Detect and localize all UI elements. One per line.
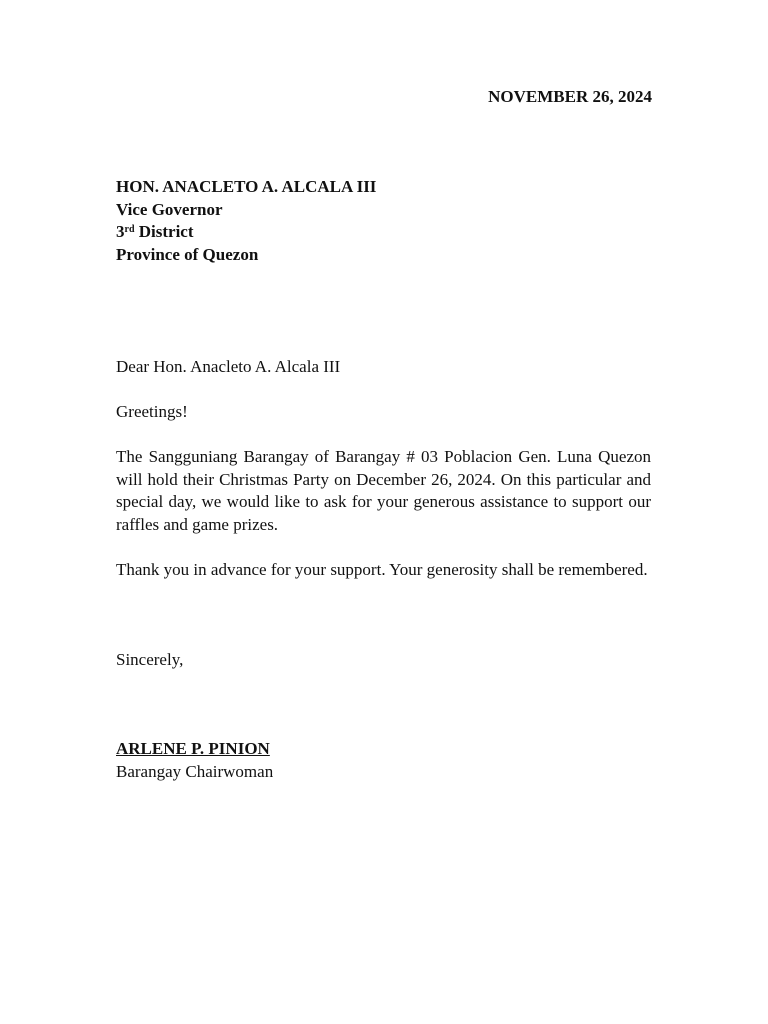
recipient-position: Vice Governor xyxy=(116,199,223,219)
body-paragraph-1: The Sangguniang Barangay of Barangay # 03 Poblacion Gen. Luna Quezon will hold their Christmas Party on December 26, 2024. On this particular and special day, we would like to ask for your generous assistance to support our raffles and game prizes. xyxy=(116,447,651,534)
letter-date: NOVEMBER 26, 2024 xyxy=(488,87,652,106)
signer-title: Barangay Chairwoman xyxy=(116,762,274,781)
signer-name: ARLENE P. PINION xyxy=(116,739,270,758)
district-number: 3 xyxy=(116,222,125,241)
closing: Sincerely, xyxy=(116,650,184,669)
greeting: Greetings! xyxy=(116,402,188,421)
body-paragraph-2: Thank you in advance for your support. Your generosity shall be remembered. xyxy=(116,560,648,579)
recipient-name: HON. ANACLETO A. ALCALA III xyxy=(116,177,377,196)
salutation: Dear Hon. Anacleto A. Alcala III xyxy=(116,357,341,376)
recipient-district xyxy=(116,221,376,244)
district-suffix: rd xyxy=(124,224,135,235)
recipient-province: Province of Quezon xyxy=(116,244,259,264)
district-word: District xyxy=(134,222,194,241)
recipient-block xyxy=(116,176,376,266)
